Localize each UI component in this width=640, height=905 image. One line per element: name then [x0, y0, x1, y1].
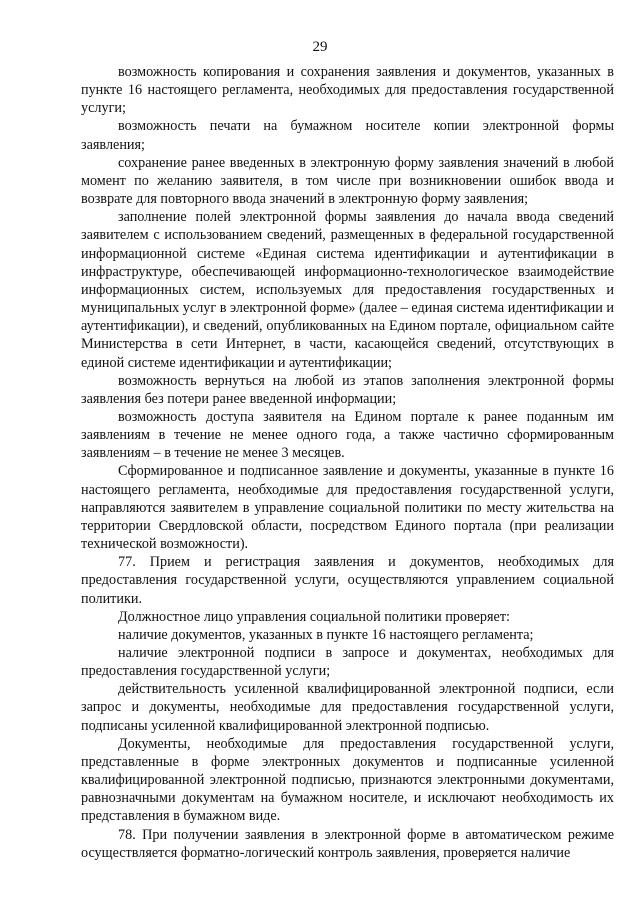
- paragraph: возможность вернуться на любой из этапов заполнения электронной формы заявления без потери ранее введенной информации;: [81, 372, 614, 407]
- paragraph: заполнение полей электронной формы заявления до начала ввода сведений заявителем с использованием сведений, размещенных в федеральной государственной информационной системе «Единая система идентификации и аутентификации в инфраструктуре, обеспечивающей информационно-технологическое взаимодействие информационных систем, используемых для предоставления государственных и муниципальных услуг в электронной форме» (далее – единая система идентификации и аутентификации), и сведений, опубликованных на Едином портале, официальном сайте Министерства в сети Интернет, в части, касающейся сведений, отсутствующих в единой системе идентификации и аутентификации;: [81, 209, 614, 371]
- paragraph: наличие документов, указанных в пункте 16 настоящего регламента;: [118, 626, 534, 643]
- paragraph-section-78: 78. При получении заявления в электронной форме в автоматическом режиме осуществляется форматно-логический контроль заявления, проверяется наличие: [81, 826, 614, 861]
- page-number: 29: [312, 39, 328, 55]
- paragraph: возможность копирования и сохранения заявления и документов, указанных в пункте 16 настоящего регламента, необходимых для предоставления государственной услуги;: [81, 64, 614, 117]
- paragraph: Должностное лицо управления социальной политики проверяет:: [118, 608, 510, 625]
- paragraph: Сформированное и подписанное заявление и документы, указанные в пункте 16 настоящего регламента, необходимые для предоставления государственной услуги, направляются заявителем в управление социальной политики по месту жительства на территории Свердловской области, посредством Единого портала (при реализации технической возможности).: [81, 463, 614, 553]
- paragraph: Документы, необходимые для предоставления государственной услуги, представленные в форме электронных документов и подписанные усиленной квалифицированной электронной подписью, признаются электронными документами, равнозначными документам на бумажном носителе, и исключают необходимость их представления в бумажном виде.: [81, 735, 614, 825]
- paragraph: возможность печати на бумажном носителе копии электронной формы заявления;: [81, 118, 614, 153]
- paragraph: сохранение ранее введенных в электронную форму заявления значений в любой момент по желанию заявителя, в том числе при возникновении ошибок ввода и возврате для повторного ввода значений в электронную форму заявления;: [81, 154, 614, 208]
- document-body: [81, 63, 614, 862]
- paragraph: действительность усиленной квалифицированной электронной подписи, если запрос и документы, необходимые для предоставления государственной услуги, подписаны усиленной квалифицированной электронной подписью.: [81, 681, 614, 734]
- paragraph-section-77: 77. Прием и регистрация заявления и документов, необходимых для предоставления государственной услуги, осуществляются управлением социальной политики.: [81, 554, 614, 607]
- paragraph: наличие электронной подписи в запросе и документах, необходимых для предоставления государственной услуги;: [81, 645, 614, 680]
- paragraph: возможность доступа заявителя на Едином портале к ранее поданным им заявлениям в течение не менее одного года, а также частично сформированным заявлениям – в течение не менее 3 месяцев.: [81, 408, 614, 462]
